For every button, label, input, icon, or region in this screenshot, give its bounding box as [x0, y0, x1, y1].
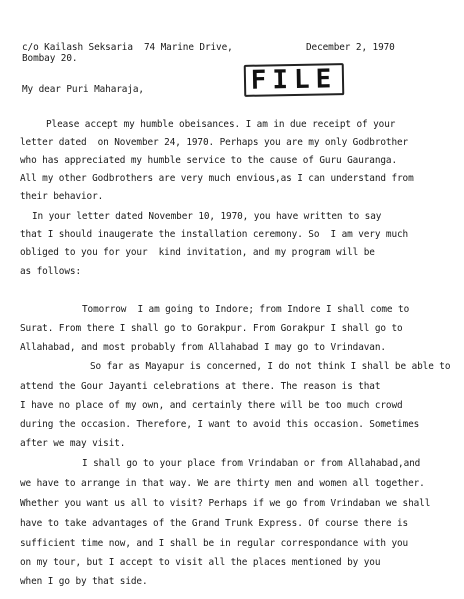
- body-line-9: as follows:: [20, 266, 81, 277]
- body-line-2: letter dated on November 24, 1970. Perhaps you are my only Godbrother: [20, 137, 409, 148]
- body-line-17: after we may visit.: [20, 438, 126, 449]
- body-line-14: attend the Gour Jayanti celebrations at there. The reason is that: [20, 381, 381, 392]
- letter-date: December 2, 1970: [306, 42, 395, 53]
- body-line-10: Tomorrow I am going to Indore; from Indore I shall come to: [82, 304, 410, 315]
- address-line-1: c/o Kailash Seksaria 74 Marine Drive,: [22, 42, 233, 53]
- body-line-5: their behavior.: [20, 191, 104, 202]
- body-line-7: that I should inaugerate the installation ceremony. So I am very much: [20, 229, 409, 240]
- body-line-19: we have to arrange in that way. We are thirty men and women all together.: [20, 478, 425, 489]
- file-stamp: FILE: [244, 63, 345, 97]
- body-line-23: on my tour, but I accept to visit all the places mentioned by you: [20, 557, 381, 568]
- body-line-24: when I go by that side.: [20, 576, 148, 587]
- body-line-18: I shall go to your place from Vrindaban or from Allahabad,and: [82, 458, 421, 469]
- body-line-1: Please accept my humble obeisances. I am in due receipt of your: [46, 119, 396, 130]
- body-line-16: during the occasion. Therefore, I want to avoid this occasion. Sometimes: [20, 419, 420, 430]
- address-line-2: Bombay 20.: [22, 53, 78, 64]
- body-line-4: All my other Godbrothers are very much envious,as I can understand from: [20, 173, 414, 184]
- body-line-21: have to take advantages of the Grand Trunk Express. Of course there is: [20, 518, 409, 529]
- body-line-12: Allahabad, and most probably from Allahabad I may go to Vrindavan.: [20, 342, 386, 353]
- body-line-3: who has appreciated my humble service to the cause of Guru Gauranga.: [20, 155, 398, 166]
- body-line-20: Whether you want us all to visit? Perhaps if we go from Vrindaban we shall: [20, 498, 431, 509]
- body-line-8: obliged to you for your kind invitation, and my program will be: [20, 247, 375, 258]
- salutation: My dear Puri Maharaja,: [22, 84, 144, 95]
- body-line-6: In your letter dated November 10, 1970, you have written to say: [32, 211, 382, 222]
- body-line-15: I have no place of my own, and certainly there will be too much crowd: [20, 400, 403, 411]
- body-line-22: sufficient time now, and I shall be in regular correspondance with you: [20, 538, 409, 549]
- body-line-13: So far as Mayapur is concerned, I do not think I shall be able to: [90, 361, 451, 372]
- body-line-11: Surat. From there I shall go to Gorakpur. From Gorakpur I shall go to: [20, 323, 403, 334]
